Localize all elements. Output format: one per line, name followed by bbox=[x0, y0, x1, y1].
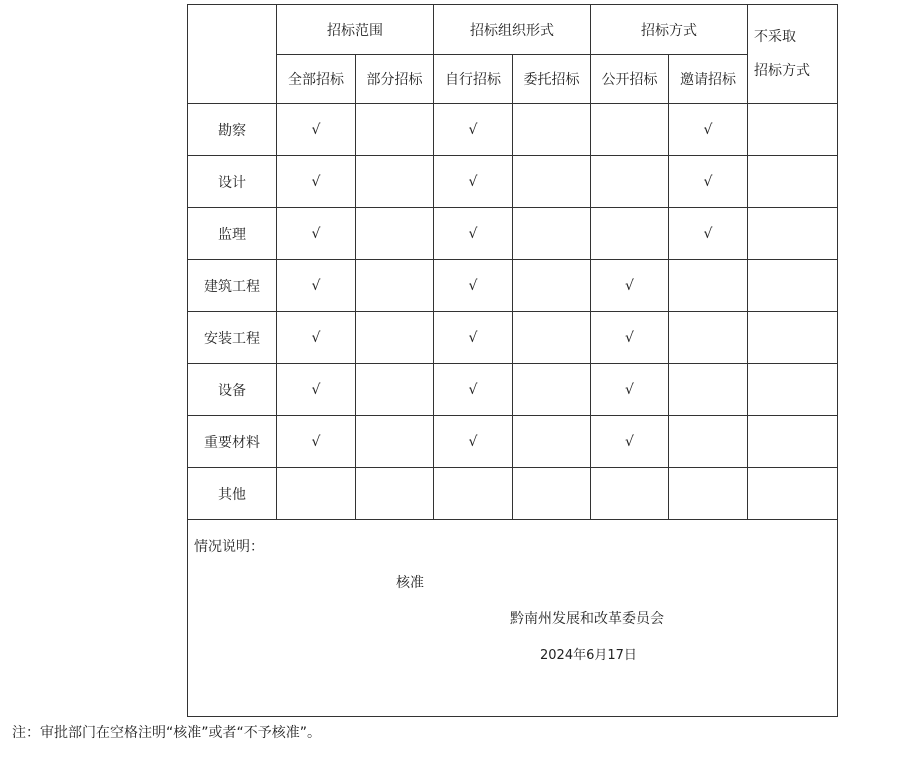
table-row bbox=[188, 416, 838, 468]
empty-cell bbox=[356, 416, 434, 468]
empty-cell bbox=[513, 312, 591, 364]
empty-cell bbox=[591, 208, 669, 260]
empty-cell bbox=[356, 312, 434, 364]
check-mark-cell: √ bbox=[434, 104, 513, 156]
check-mark-cell: √ bbox=[434, 416, 513, 468]
check-mark-cell: √ bbox=[434, 260, 513, 312]
check-mark-cell: √ bbox=[669, 104, 748, 156]
empty-cell bbox=[591, 104, 669, 156]
row-label: 重要材料 bbox=[188, 416, 277, 468]
check-mark-cell: √ bbox=[434, 156, 513, 208]
header-org-self: 自行招标 bbox=[434, 55, 513, 104]
check-mark-cell: √ bbox=[277, 208, 356, 260]
empty-cell bbox=[748, 468, 838, 520]
table-row bbox=[188, 260, 838, 312]
empty-cell bbox=[748, 156, 838, 208]
check-mark-cell: √ bbox=[591, 416, 669, 468]
empty-cell bbox=[513, 364, 591, 416]
organization-name: 黔南州发展和改革委员会 bbox=[510, 611, 664, 627]
table-row bbox=[188, 468, 838, 520]
empty-cell bbox=[513, 104, 591, 156]
table-row bbox=[188, 312, 838, 364]
row-label: 监理 bbox=[188, 208, 277, 260]
check-mark-cell: √ bbox=[434, 208, 513, 260]
check-mark-cell: √ bbox=[591, 260, 669, 312]
header-method: 招标方式 bbox=[591, 5, 748, 55]
empty-cell bbox=[356, 364, 434, 416]
footnote: 注：审批部门在空格注明“核准”或者“不予核准”。 bbox=[12, 725, 322, 741]
row-label: 设计 bbox=[188, 156, 277, 208]
header-scope-all: 全部招标 bbox=[277, 55, 356, 104]
check-mark-cell: √ bbox=[277, 364, 356, 416]
approval-date: 2024年6月17日 bbox=[540, 648, 637, 663]
empty-cell bbox=[669, 416, 748, 468]
empty-cell bbox=[513, 260, 591, 312]
row-label: 勘察 bbox=[188, 104, 277, 156]
empty-cell bbox=[748, 312, 838, 364]
empty-cell bbox=[748, 104, 838, 156]
empty-cell bbox=[513, 156, 591, 208]
header-no-bid-line2: 招标方式 bbox=[754, 63, 810, 79]
remark-label: 情况说明： bbox=[194, 539, 264, 555]
check-mark-cell: √ bbox=[669, 156, 748, 208]
header-org-form: 招标组织形式 bbox=[434, 5, 591, 55]
empty-cell bbox=[669, 260, 748, 312]
header-no-bid bbox=[748, 5, 838, 104]
header-org-entrust: 委托招标 bbox=[513, 55, 591, 104]
remark-cell bbox=[188, 520, 838, 717]
empty-cell bbox=[748, 416, 838, 468]
header-method-open: 公开招标 bbox=[591, 55, 669, 104]
check-mark-cell: √ bbox=[434, 364, 513, 416]
check-mark-cell: √ bbox=[591, 364, 669, 416]
empty-cell bbox=[591, 468, 669, 520]
table-row bbox=[188, 104, 838, 156]
empty-cell bbox=[356, 260, 434, 312]
empty-cell bbox=[277, 468, 356, 520]
empty-cell bbox=[669, 468, 748, 520]
check-mark-cell: √ bbox=[277, 156, 356, 208]
check-mark-cell: √ bbox=[277, 416, 356, 468]
check-mark-cell: √ bbox=[434, 312, 513, 364]
empty-cell bbox=[748, 208, 838, 260]
header-scope-part: 部分招标 bbox=[356, 55, 434, 104]
row-label: 其他 bbox=[188, 468, 277, 520]
empty-cell bbox=[513, 416, 591, 468]
header-no-bid-line1: 不采取 bbox=[754, 29, 796, 45]
empty-cell bbox=[356, 156, 434, 208]
empty-cell bbox=[434, 468, 513, 520]
table-body bbox=[188, 104, 838, 520]
empty-cell bbox=[669, 364, 748, 416]
empty-cell bbox=[513, 468, 591, 520]
row-label: 建筑工程 bbox=[188, 260, 277, 312]
check-mark-cell: √ bbox=[277, 104, 356, 156]
empty-cell bbox=[748, 364, 838, 416]
empty-cell bbox=[513, 208, 591, 260]
row-label: 安装工程 bbox=[188, 312, 277, 364]
empty-cell bbox=[356, 208, 434, 260]
table-row bbox=[188, 364, 838, 416]
empty-cell bbox=[748, 260, 838, 312]
empty-cell bbox=[356, 468, 434, 520]
table-row bbox=[188, 156, 838, 208]
header-method-invite: 邀请招标 bbox=[669, 55, 748, 104]
corner-cell bbox=[188, 5, 277, 104]
approval-text: 核准 bbox=[396, 575, 424, 591]
check-mark-cell: √ bbox=[277, 260, 356, 312]
empty-cell bbox=[591, 156, 669, 208]
empty-cell bbox=[669, 312, 748, 364]
check-mark-cell: √ bbox=[669, 208, 748, 260]
header-scope: 招标范围 bbox=[277, 5, 434, 55]
check-mark-cell: √ bbox=[591, 312, 669, 364]
row-label: 设备 bbox=[188, 364, 277, 416]
check-mark-cell: √ bbox=[277, 312, 356, 364]
bidding-table bbox=[187, 4, 838, 717]
table-row bbox=[188, 208, 838, 260]
empty-cell bbox=[356, 104, 434, 156]
